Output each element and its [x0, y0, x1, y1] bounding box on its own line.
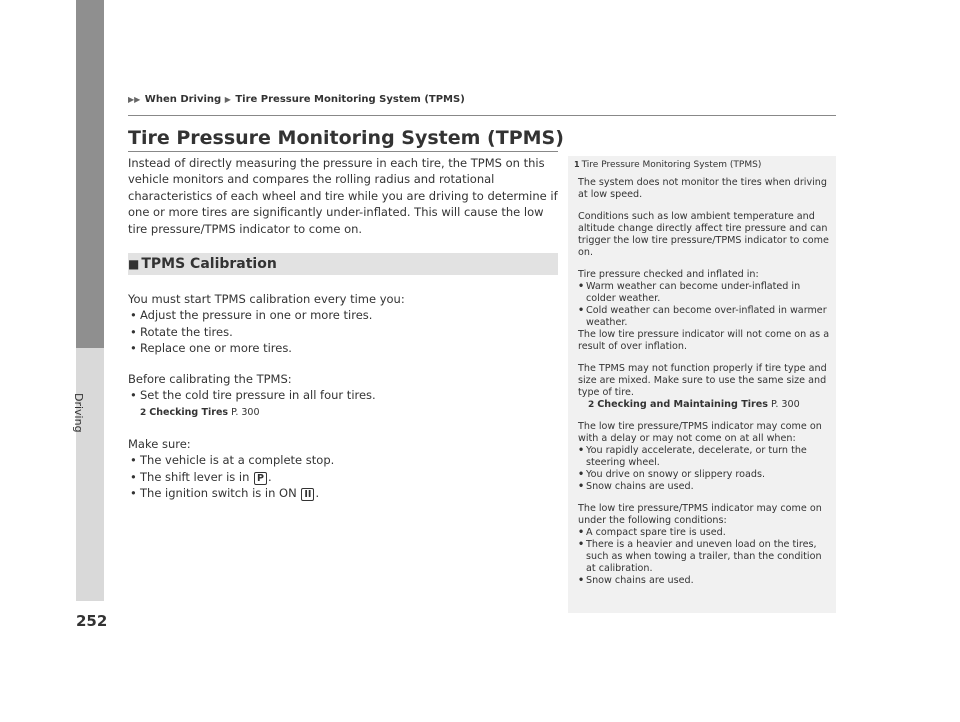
xref-page: P. 300 [767, 399, 800, 410]
sidebar-list [578, 445, 830, 493]
sidebar-notes [568, 156, 836, 613]
reference-arrow-icon: 2 [140, 408, 147, 419]
list-item [128, 469, 558, 485]
list-item: • You drive on snowy or slippery roads. [578, 469, 830, 481]
xref-title: Checking Tires [149, 407, 229, 419]
section-label: Driving [72, 393, 85, 433]
page-title: Tire Pressure Monitoring System (TPMS) [128, 127, 564, 149]
list-item: • Replace one or more tires. [128, 340, 558, 356]
reference-arrow-icon: 2 [588, 400, 595, 410]
xref-title: Checking and Maintaining Tires [597, 399, 768, 410]
cross-reference-link[interactable] [140, 405, 558, 421]
list-item-text: The shift lever is in [140, 469, 254, 484]
period: . [268, 469, 272, 484]
page-number: 252 [76, 612, 108, 630]
sidebar-paragraph: The low tire pressure indicator will not come on as a result of over inflation. [578, 329, 830, 352]
ignition-on-key-icon: II [301, 488, 314, 501]
calibration-list [128, 307, 558, 356]
intro-paragraph: Instead of directly measuring the pressure in each tire, the TPMS on this vehicle monitors and compares the rolling radius and rotational characteristics of each wheel and tire while you are driving to determine if one or more tires are significantly under-inflated. This will cause the low tire pressure/TPMS indicator to come on. [128, 156, 558, 236]
list-item: • You rapidly accelerate, decelerate, or turn the steering wheel. [578, 445, 830, 469]
section-heading-text: TPMS Calibration [141, 256, 277, 273]
sidebar-paragraph: Tire pressure checked and inflated in: [578, 269, 759, 280]
spacer [578, 493, 830, 503]
section-tab-active [76, 348, 104, 601]
list-item: • Adjust the pressure in one or more tires. [128, 307, 558, 323]
period: . [315, 486, 320, 501]
sidebar-list [578, 281, 830, 329]
breadcrumb-arrow-icon: ▶▶ [128, 95, 141, 104]
list-item [128, 485, 558, 501]
sidebar-header-text: Tire Pressure Monitoring System (TPMS) [581, 160, 762, 170]
list-item: • Rotate the tires. [128, 324, 558, 340]
breadcrumb [128, 94, 465, 105]
main-content [128, 155, 558, 502]
list-item: • The vehicle is at a complete stop. [128, 452, 558, 468]
breadcrumb-item[interactable]: When Driving [144, 94, 222, 105]
section-heading [128, 253, 558, 275]
list-item-text: The ignition switch is in ON [140, 486, 301, 501]
square-bullet-icon: ■ [128, 257, 140, 272]
sidebar-list [578, 527, 830, 587]
sidebar-paragraph: The TPMS may not function properly if tire type and size are mixed. Make sure to use the same size and type of tire. [578, 363, 827, 398]
title-divider [128, 151, 558, 152]
list-item: • A compact spare tire is used. [578, 527, 830, 539]
note-number-icon: 1 [574, 160, 580, 169]
sidebar-body [574, 177, 830, 587]
list-item: • Snow chains are used. [578, 481, 830, 493]
shift-p-key-icon: P [254, 472, 267, 485]
sidebar-paragraph: Conditions such as low ambient temperature and altitude change directly affect tire pressure and can trigger the low tire pressure/TPMS indicator to come on. [578, 211, 829, 258]
list-item: • Warm weather can become under-inflated in colder weather. [578, 281, 830, 305]
sidebar-paragraph: The low tire pressure/TPMS indicator may come on under the following conditions: [578, 503, 822, 526]
list-item: • Snow chains are used. [578, 575, 830, 587]
cross-reference-link[interactable] [588, 399, 830, 411]
xref-page: P. 300 [228, 407, 260, 419]
list-item: • Cold weather can become over-inflated in warmer weather. [578, 305, 830, 329]
sidebar-header [574, 159, 830, 171]
make-sure-lead: Make sure: [128, 436, 191, 451]
sidebar-paragraph: The low tire pressure/TPMS indicator may come on with a delay or may not come on at all when: [578, 421, 822, 444]
list-item: • Set the cold tire pressure in all four tires. [128, 387, 558, 403]
breadcrumb-arrow-icon: ▶ [224, 95, 231, 104]
make-sure-list [128, 452, 558, 501]
list-item: • There is a heavier and uneven load on the tires, such as when towing a trailer, than the condition at calibration. [578, 539, 830, 575]
breadcrumb-item[interactable]: Tire Pressure Monitoring System (TPMS) [235, 94, 465, 105]
before-calibrating-list [128, 387, 558, 403]
header-divider [128, 115, 836, 116]
calibration-lead: You must start TPMS calibration every time you: [128, 292, 405, 307]
before-calibrating-lead: Before calibrating the TPMS: [128, 371, 292, 386]
sidebar-paragraph: The system does not monitor the tires when driving at low speed. [578, 177, 827, 200]
